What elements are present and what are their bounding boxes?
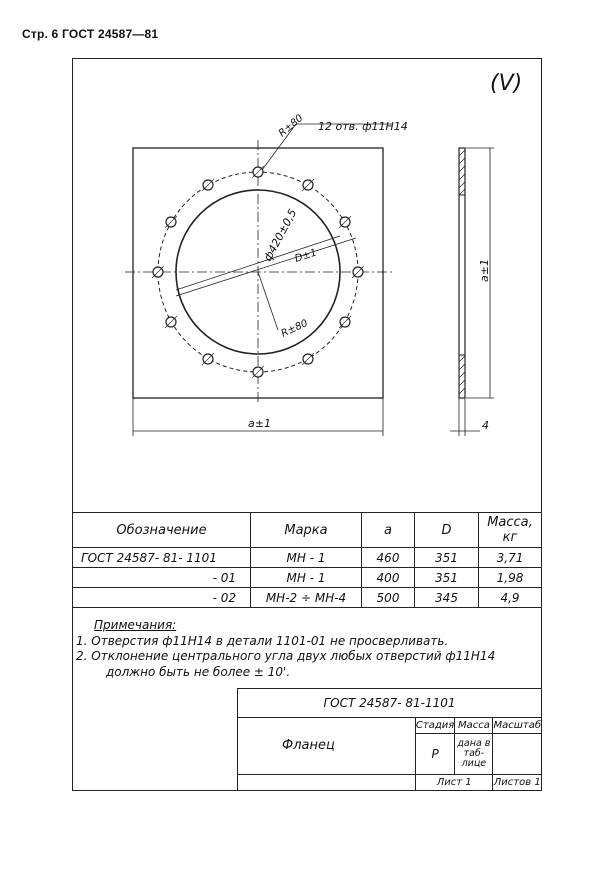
col-mark: Марка	[251, 513, 362, 548]
note-2: 2. Отклонение центрального угла двух любых отверстий ф11H14	[76, 649, 496, 663]
standard-code: ГОСТ 24587—81	[61, 27, 159, 41]
title-block	[237, 688, 542, 791]
mass-label: Масса	[455, 717, 493, 733]
thickness-dimension: 4	[482, 419, 489, 432]
table-row: ГОСТ 24587- 81- 1101 МН - 1 460 351 3,71	[73, 548, 542, 568]
notes-block	[76, 618, 495, 680]
page-number: Стр. 6	[22, 27, 59, 41]
height-dimension: a±1	[478, 259, 491, 282]
table-row: - 01 МН - 1 400 351 1,98	[73, 568, 542, 588]
specification-table	[72, 512, 542, 608]
notes-title: Примечания:	[94, 618, 177, 632]
stage-value: Р	[415, 733, 454, 774]
part-name: Фланец	[238, 717, 416, 774]
stamp-mark: (V)	[490, 71, 523, 96]
holes-callout: 12 отв. ф11H14	[318, 120, 408, 133]
sheet-count: Листов 1	[493, 774, 542, 790]
note-2-cont: должно быть не более ± 10'.	[106, 664, 291, 679]
stage-label: Стадия	[415, 717, 454, 733]
doc-code: ГОСТ 24587- 81-1101	[238, 689, 542, 718]
scale-label: Масштаб	[493, 717, 542, 733]
col-designation: Обозначение	[73, 513, 251, 548]
col-a: a	[362, 513, 415, 548]
col-d: D	[415, 513, 479, 548]
table-header-row	[73, 513, 542, 548]
sheet-number: Лист 1	[415, 774, 493, 790]
side-view	[459, 148, 465, 398]
note-1: 1. Отверстия ф11H14 в детали 1101-01 не просверливать.	[76, 633, 449, 648]
scale-value	[493, 733, 542, 774]
inner-diameter-label: ф420±0,5	[261, 206, 300, 264]
corner-radius-label: R±80	[279, 317, 310, 340]
table-row: - 02 МН-2 ÷ МН-4 500 345 4,9	[73, 588, 542, 608]
outer-circle-label: D±1	[293, 247, 319, 265]
mass-value: дана в таб- лице	[455, 733, 493, 774]
pitch-radius-label: R±80	[276, 112, 306, 140]
width-dimension: a±1	[248, 417, 271, 430]
col-mass: Масса, кг	[479, 513, 542, 548]
